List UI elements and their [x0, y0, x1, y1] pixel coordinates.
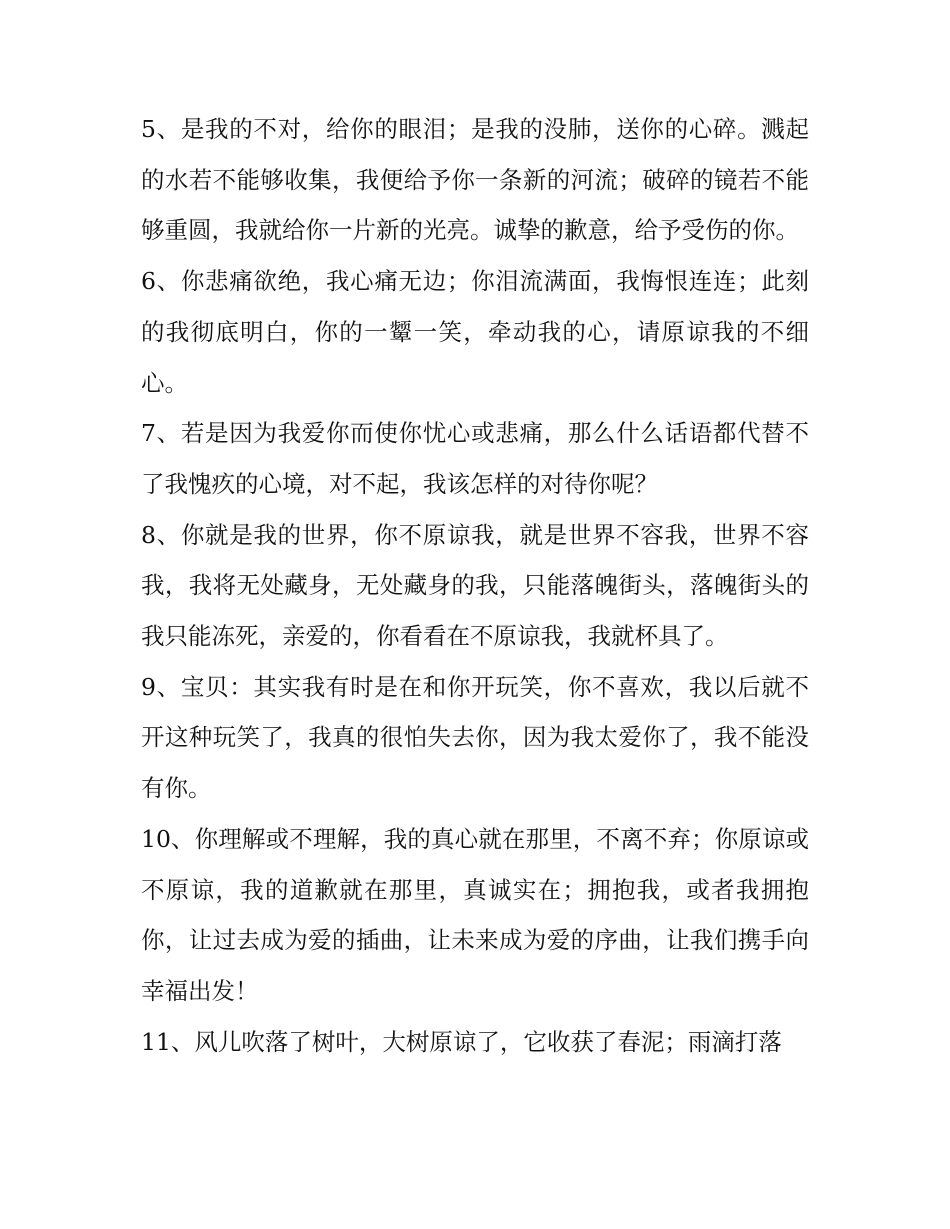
paragraph-8: 8、你就是我的世界，你不原谅我，就是世界不容我，世界不容我，我将无处藏身，无处藏身的我，只能落魄街头，落魄街头的我只能冻死，亲爱的，你看看在不原谅我，我就杯具了。: [141, 520, 809, 651]
paragraph-11: 11、风儿吹落了树叶，大树原谅了，它收获了春泥；雨滴打落: [141, 1027, 782, 1056]
paragraph-6: 6、你悲痛欲绝，我心痛无边；你泪流满面，我悔恨连连；此刻的我彻底明白，你的一颦一笑，牵动我的心，请原谅我的不细心。: [141, 267, 809, 397]
paragraph-5: 5、是我的不对，给你的眼泪；是我的没肺，送你的心碎。溅起的水若不能够收集，我便给予你一条新的河流；破碎的镜若不能够重圆，我就给你一片新的光亮。诚挚的歉意，给予受伤的你。: [141, 115, 809, 245]
paragraph-9: 9、宝贝：其实我有时是在和你开玩笑，你不喜欢，我以后就不开这种玩笑了，我真的很怕失去你，因为我太爱你了，我不能没有你。: [141, 672, 809, 803]
document-body: [141, 104, 809, 1067]
paragraph-7: 7、若是因为我爱你而使你忧心或悲痛，那么什么话语都代替不了我愧疚的心境，对不起，我该怎样的对待你呢？: [141, 419, 809, 498]
paragraph-10: 10、你理解或不理解，我的真心就在那里，不离不弃；你原谅或不原谅，我的道歉就在那里，真诚实在；拥抱我，或者我拥抱你，让过去成为爱的插曲，让未来成为爱的序曲，让我们携手向幸福出发！: [141, 824, 809, 1005]
